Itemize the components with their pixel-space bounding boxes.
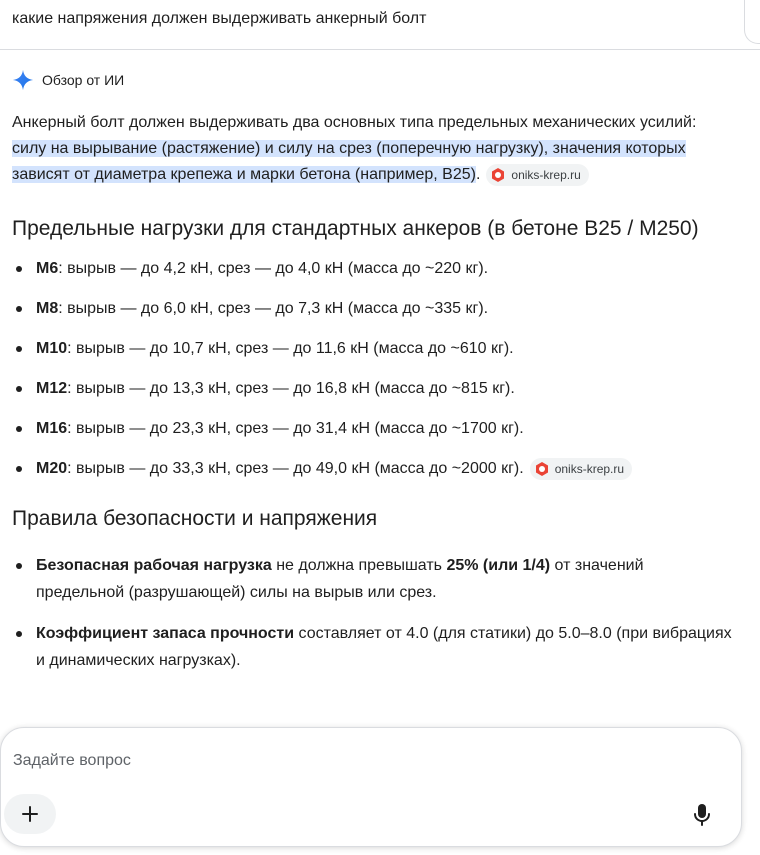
list-item — [12, 296, 742, 322]
intro-text: Анкерный болт должен выдерживать два основных типа предельных механических усилий: — [12, 114, 697, 131]
anchor-size: М6 — [36, 260, 59, 277]
anchor-loads-list — [12, 256, 742, 482]
section-title-safety: Правила безопасности и напряжения — [12, 507, 378, 530]
intro-end: . — [475, 166, 481, 183]
list-item — [12, 416, 742, 442]
anchor-size: М8 — [36, 300, 59, 317]
source-chip[interactable] — [530, 458, 632, 480]
list-item — [12, 256, 742, 282]
add-button[interactable] — [4, 794, 56, 834]
search-query-text[interactable]: какие напряжения должен выдерживать анкерный болт — [12, 10, 427, 27]
list-item — [12, 552, 732, 606]
voice-input-button[interactable] — [687, 798, 717, 832]
source-chip-label: oniks-krep.ru — [554, 461, 625, 476]
ai-overview-header — [12, 68, 124, 92]
source-favicon-icon — [534, 461, 550, 477]
anchor-size: М16 — [36, 420, 68, 437]
plus-icon — [21, 805, 39, 823]
rule-term: Коэффициент запаса прочности — [36, 625, 295, 642]
anchor-load-text: : вырыв — до 33,3 кН, срез — до 49,0 кН (масса до ~2000 кг). — [67, 460, 524, 477]
content-fade — [0, 690, 760, 730]
rule-text: составляет от 4.0 (для статики) до 5.0–8.0 (при вибрациях и динамических нагрузках). — [36, 625, 732, 669]
anchor-size: М12 — [36, 380, 68, 397]
source-favicon-icon — [490, 167, 506, 183]
list-item — [12, 336, 742, 362]
anchor-load-text: : вырыв — до 10,7 кН, срез — до 11,6 кН (масса до ~610 кг). — [67, 340, 514, 357]
rule-term: Безопасная рабочая нагрузка — [36, 557, 272, 574]
search-query-bar[interactable] — [0, 0, 760, 50]
ai-overview-label: Обзор от ИИ — [42, 72, 125, 88]
anchor-load-text: : вырыв — до 4,2 кН, срез — до 4,0 кН (масса до ~220 кг). — [58, 260, 489, 277]
ask-input-placeholder[interactable]: Задайте вопрос — [13, 752, 131, 769]
intro-highlight: силу на вырывание (растяжение) и силу на срез (поперечную нагрузку), значения которых зависят от диаметра крепежа и марки бетона (например, В25) — [12, 140, 686, 183]
ask-question-box[interactable] — [0, 727, 742, 847]
anchor-load-text: : вырыв — до 6,0 кН, срез — до 7,3 кН (масса до ~335 кг). — [58, 300, 489, 317]
query-bar-edge — [744, 0, 760, 44]
rule-value: 25% (или 1/4) — [446, 557, 551, 574]
source-chip[interactable] — [486, 164, 588, 186]
mic-icon — [693, 803, 711, 827]
safety-rules-list — [12, 552, 742, 674]
source-chip-label: oniks-krep.ru — [511, 167, 581, 182]
ai-overview-content — [12, 110, 742, 688]
intro-paragraph — [12, 110, 732, 188]
anchor-size: М10 — [36, 340, 68, 357]
list-item — [12, 620, 732, 674]
rule-text: от значений предельной (разрушающей) силы на вырыв или срез. — [36, 557, 644, 601]
rule-text: не должна превышать — [271, 557, 447, 574]
anchor-load-text: : вырыв — до 23,3 кН, срез — до 31,4 кН (масса до ~1700 кг). — [67, 420, 524, 437]
section-title-loads: Предельные нагрузки для стандартных анкеров (в бетоне В25 / М250) — [12, 217, 699, 240]
list-item — [12, 456, 742, 482]
anchor-size: М20 — [36, 460, 68, 477]
anchor-load-text: : вырыв — до 13,3 кН, срез — до 16,8 кН (масса до ~815 кг). — [67, 380, 515, 397]
list-item — [12, 376, 742, 402]
ai-sparkle-icon — [12, 69, 34, 91]
